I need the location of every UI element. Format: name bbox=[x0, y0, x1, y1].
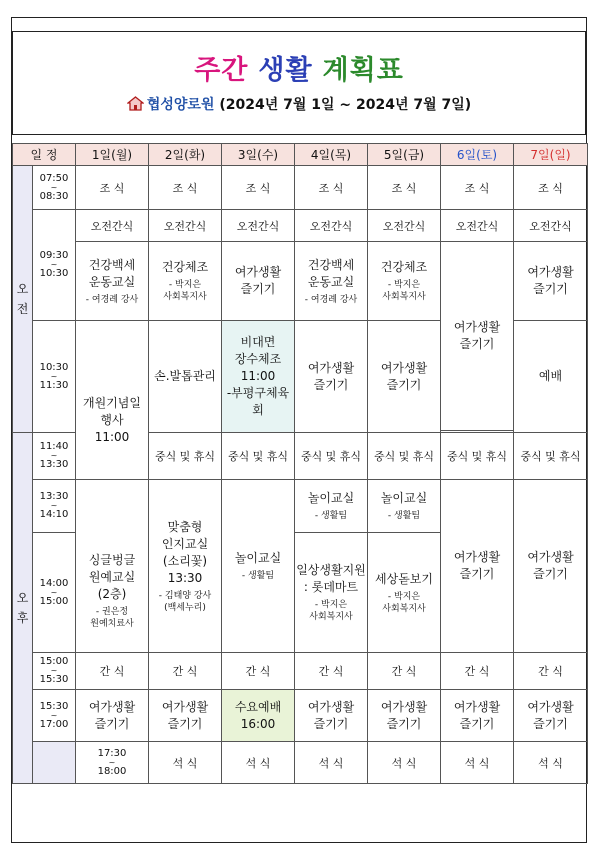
snack-cell: 오전간식 bbox=[514, 210, 588, 242]
snack-cell: 오전간식 bbox=[295, 210, 368, 242]
program-cell: 여가생활 즐기기 bbox=[441, 242, 514, 431]
meal-cell: 중식 및 휴식 bbox=[149, 433, 222, 480]
program-cell: 놀이교실 - 생활팀 bbox=[368, 480, 441, 533]
program-cell: 손.발톱관리 bbox=[149, 321, 222, 433]
table-row bbox=[13, 166, 588, 210]
program-cell: 여가생활 즐기기 bbox=[368, 690, 441, 742]
program-cell: 여가생활 즐기기 bbox=[368, 321, 441, 433]
program-cell: 여가생활 즐기기 bbox=[514, 242, 588, 321]
program-cell: 여가생활 즐기기 bbox=[514, 480, 588, 653]
meal-cell: 석 식 bbox=[368, 742, 441, 784]
program-cell: 예배 bbox=[514, 321, 588, 433]
schedule-label: 일 정 bbox=[13, 144, 76, 166]
time-cell: 11:40 ~ 13:30 bbox=[33, 433, 76, 480]
snack-cell: 간 식 bbox=[149, 653, 222, 690]
title-word-1: 주간 bbox=[194, 55, 249, 86]
snack-cell: 간 식 bbox=[295, 653, 368, 690]
snack-cell: 간 식 bbox=[368, 653, 441, 690]
program-cell: 여가생활 즐기기 bbox=[514, 690, 588, 742]
period: (2024년 7월 1일 ~ 2024년 7월 7일) bbox=[219, 97, 472, 113]
table-row bbox=[13, 690, 588, 742]
time-cell: 17:30 ~ 18:00 bbox=[76, 742, 149, 784]
program-cell: 건강체조 - 박지은 사회복지사 bbox=[149, 242, 222, 321]
meal-cell: 조 식 bbox=[514, 166, 588, 210]
subtitle bbox=[13, 94, 585, 115]
time-cell: 09:30 ~ 10:30 bbox=[33, 210, 76, 321]
snack-cell: 오전간식 bbox=[149, 210, 222, 242]
time-cell: 15:30 ~ 17:00 bbox=[33, 690, 76, 742]
snack-cell: 간 식 bbox=[222, 653, 295, 690]
header-box bbox=[12, 31, 586, 135]
day-header: 3일(수) bbox=[222, 144, 295, 166]
meal-cell: 석 식 bbox=[295, 742, 368, 784]
program-cell: 여가생활 즐기기 bbox=[149, 690, 222, 742]
time-cell: 10:30 ~ 11:30 bbox=[33, 321, 76, 433]
meal-cell: 석 식 bbox=[222, 742, 295, 784]
program-cell: 맞춤형 인지교실 (소리꽃) 13:30 - 김태양 강사 (백세누리) bbox=[149, 480, 222, 653]
snack-cell: 간 식 bbox=[441, 653, 514, 690]
am-label: 오 전 bbox=[13, 166, 33, 433]
time-cell: 14:00 ~ 15:00 bbox=[33, 533, 76, 653]
time-cell: 15:00 ~ 15:30 bbox=[33, 653, 76, 690]
table-header-row bbox=[13, 144, 588, 166]
meal-cell: 조 식 bbox=[149, 166, 222, 210]
day-header: 1일(월) bbox=[76, 144, 149, 166]
meal-cell: 중식 및 휴식 bbox=[368, 433, 441, 480]
title-word-2: 생활 bbox=[258, 55, 313, 86]
meal-cell: 중식 및 휴식 bbox=[295, 433, 368, 480]
program-cell: 세상돋보기 - 박지은 사회복지사 bbox=[368, 533, 441, 653]
meal-cell: 중식 및 휴식 bbox=[222, 433, 295, 480]
meal-cell: 조 식 bbox=[368, 166, 441, 210]
snack-cell: 간 식 bbox=[514, 653, 588, 690]
meal-cell: 조 식 bbox=[76, 166, 149, 210]
program-cell: 놀이교실 - 생활팀 bbox=[295, 480, 368, 533]
program-cell: 놀이교실 - 생활팀 bbox=[222, 480, 295, 653]
time-cell: 13:30 ~ 14:10 bbox=[33, 480, 76, 533]
day-header: 4일(목) bbox=[295, 144, 368, 166]
meal-cell: 조 식 bbox=[441, 166, 514, 210]
day-header: 5일(금) bbox=[368, 144, 441, 166]
program-cell: 여가생활 즐기기 bbox=[295, 321, 368, 433]
program-cell: 여가생활 즐기기 bbox=[76, 690, 149, 742]
time-cell: 07:50 ~ 08:30 bbox=[33, 166, 76, 210]
meal-cell: 중식 및 휴식 bbox=[514, 433, 588, 480]
meal-cell: 석 식 bbox=[514, 742, 588, 784]
table-row bbox=[13, 480, 588, 533]
program-cell-highlight: 수요예배 16:00 bbox=[222, 690, 295, 742]
program-cell-highlight: 비대면 장수체조 11:00 -부평구체육회 bbox=[222, 321, 295, 433]
pm-tail bbox=[33, 742, 76, 784]
meal-cell: 석 식 bbox=[441, 742, 514, 784]
program-cell: 건강백세 운동교실 - 여경례 강사 bbox=[295, 242, 368, 321]
pm-label: 오 후 bbox=[13, 433, 33, 784]
day-header: 2일(화) bbox=[149, 144, 222, 166]
table-row bbox=[13, 742, 588, 784]
snack-cell: 간 식 bbox=[76, 653, 149, 690]
program-cell: 여가생활 즐기기 bbox=[295, 690, 368, 742]
program-cell: 싱글벙글 원예교실 (2층) - 권은정 원예치료사 bbox=[76, 480, 149, 653]
house-icon bbox=[127, 96, 144, 115]
meal-cell: 중식 및 휴식 bbox=[441, 433, 514, 480]
program-cell: 여가생활 즐기기 bbox=[222, 242, 295, 321]
schedule-table bbox=[12, 143, 588, 784]
program-cell: 건강백세 운동교실 - 여경례 강사 bbox=[76, 242, 149, 321]
snack-cell: 오전간식 bbox=[76, 210, 149, 242]
day-header-saturday: 6일(토) bbox=[441, 144, 514, 166]
table-row bbox=[13, 210, 588, 242]
meal-cell: 조 식 bbox=[222, 166, 295, 210]
snack-cell: 오전간식 bbox=[222, 210, 295, 242]
program-cell: 일상생활지원 : 롯데마트 - 박지은 사회복지사 bbox=[295, 533, 368, 653]
meal-cell: 석 식 bbox=[149, 742, 222, 784]
org-name: 협성양로원 bbox=[146, 97, 215, 113]
program-cell: 여가생활 즐기기 bbox=[441, 480, 514, 653]
program-cell: 여가생활 즐기기 bbox=[441, 690, 514, 742]
snack-cell: 오전간식 bbox=[368, 210, 441, 242]
table-row bbox=[13, 653, 588, 690]
program-cell: 건강체조 - 박지은 사회복지사 bbox=[368, 242, 441, 321]
program-cell: 개원기념일 행사 11:00 bbox=[76, 321, 149, 480]
meal-cell: 조 식 bbox=[295, 166, 368, 210]
page-title bbox=[13, 48, 585, 87]
day-header-sunday: 7일(일) bbox=[514, 144, 588, 166]
snack-cell: 오전간식 bbox=[441, 210, 514, 242]
table-row bbox=[13, 242, 588, 321]
title-word-3: 계획표 bbox=[322, 55, 404, 86]
